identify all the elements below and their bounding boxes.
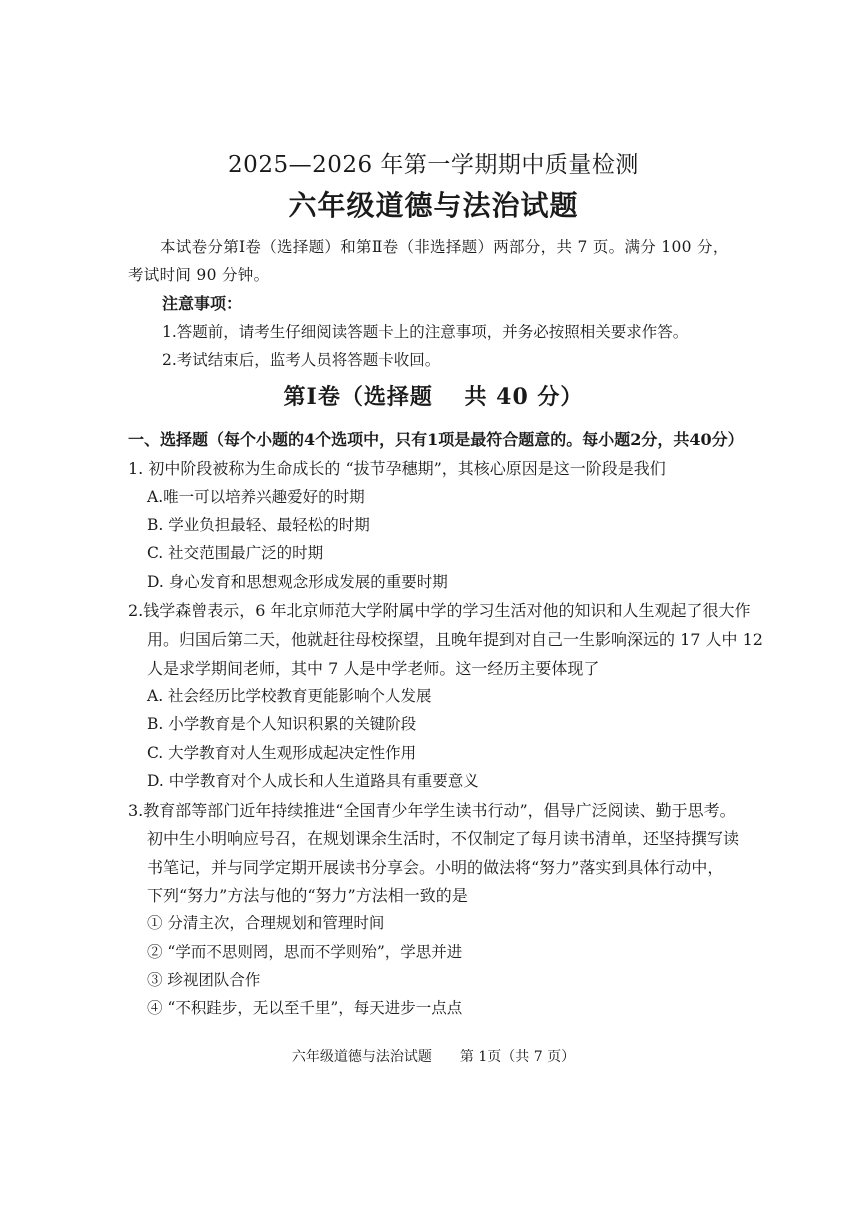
question-2-option-b: B. 小学教育是个人知识积累的关键阶段 <box>147 715 417 733</box>
footer-page-number: 第 1页（共 7 页） <box>459 1049 576 1065</box>
exam-subtitle: 六年级道德与法治试题 <box>288 189 579 222</box>
question-3-stem-cont: 初中生小明响应号召，在规划课余生活时，不仅制定了每月读书清单，还坚持撰写读 <box>147 829 740 848</box>
question-3-option-4: ④ “不积跬步，无以至千里”，每天进步一点点 <box>147 999 463 1017</box>
footer-subject: 六年级道德与法治试题 <box>291 1049 432 1065</box>
part-heading: 一、选择题（每个小题的4个选项中，只有1项是最符合题意的。每小题2分，共40分） <box>128 430 744 449</box>
question-2-option-d: D. 中学教育对个人成长和人生道路具有重要意义 <box>147 772 479 790</box>
question-1-option-b: B. 学业负担最轻、最轻松的时期 <box>147 516 370 534</box>
question-3-option-3: ③ 珍视团队合作 <box>147 971 261 989</box>
question-3-option-2: ② “学而不思则罔，思而不学则殆”，学思并进 <box>147 943 463 961</box>
question-2-option-a: A. 社会经历比学校教育更能影响个人发展 <box>147 687 432 705</box>
notice-item: 1.答题前，请考生仔细阅读答题卡上的注意事项，并务必按照相关要求作答。 <box>162 323 689 341</box>
question-2-stem: 2.钱学森曾表示，6 年北京师范大学附属中学的学习生活对他的知识和人生观起了很大作 <box>128 601 751 620</box>
exam-title: 2025—2026 年第一学期期中质量检测 <box>228 152 639 178</box>
question-2-stem-cont: 人是求学期间老师，其中 7 人是中学老师。这一经历主要体现了 <box>147 659 600 678</box>
question-2-stem-cont: 用。归国后第二天，他就赶往母校探望，且晚年提到对自己一生影响深远的 17 人中 12 <box>147 630 763 649</box>
question-1-option-d: D. 身心发育和思想观念形成发展的重要时期 <box>147 573 448 591</box>
question-1-option-a: A.唯一可以培养兴趣爱好的时期 <box>147 488 365 506</box>
intro-line-1: 本试卷分第Ⅰ卷（选择题）和第Ⅱ卷（非选择题）两部分，共 7 页。满分 100 分， <box>160 238 729 256</box>
question-3-stem-cont: 书笔记，并与同学定期开展读书分享会。小明的做法将“努力”落实到具体行动中， <box>147 858 724 877</box>
page-footer <box>0 1050 867 1064</box>
section-title: 第Ⅰ卷（选择题 共 40 分） <box>283 384 584 410</box>
notice-item: 2.考试结束后，监考人员将答题卡收回。 <box>162 351 441 369</box>
question-3-option-1: ① 分清主次，合理规划和管理时间 <box>147 914 385 932</box>
notice-heading: 注意事项： <box>162 294 243 313</box>
intro-line-2: 考试时间 90 分钟。 <box>128 266 270 284</box>
question-3-stem-cont: 下列“努力”方法与他的“努力”方法相一致的是 <box>147 886 468 905</box>
question-1-stem: 1. 初中阶段被称为生命成长的 “拔节孕穗期”，其核心原因是这一阶段是我们 <box>128 459 666 478</box>
question-3-stem: 3.教育部等部门近年持续推进“全国青少年学生读书行动”，倡导广泛阅读、勤于思考。 <box>128 801 736 820</box>
question-1-option-c: C. 社交范围最广泛的时期 <box>147 544 324 562</box>
question-2-option-c: C. 大学教育对人生观形成起决定性作用 <box>147 744 417 762</box>
